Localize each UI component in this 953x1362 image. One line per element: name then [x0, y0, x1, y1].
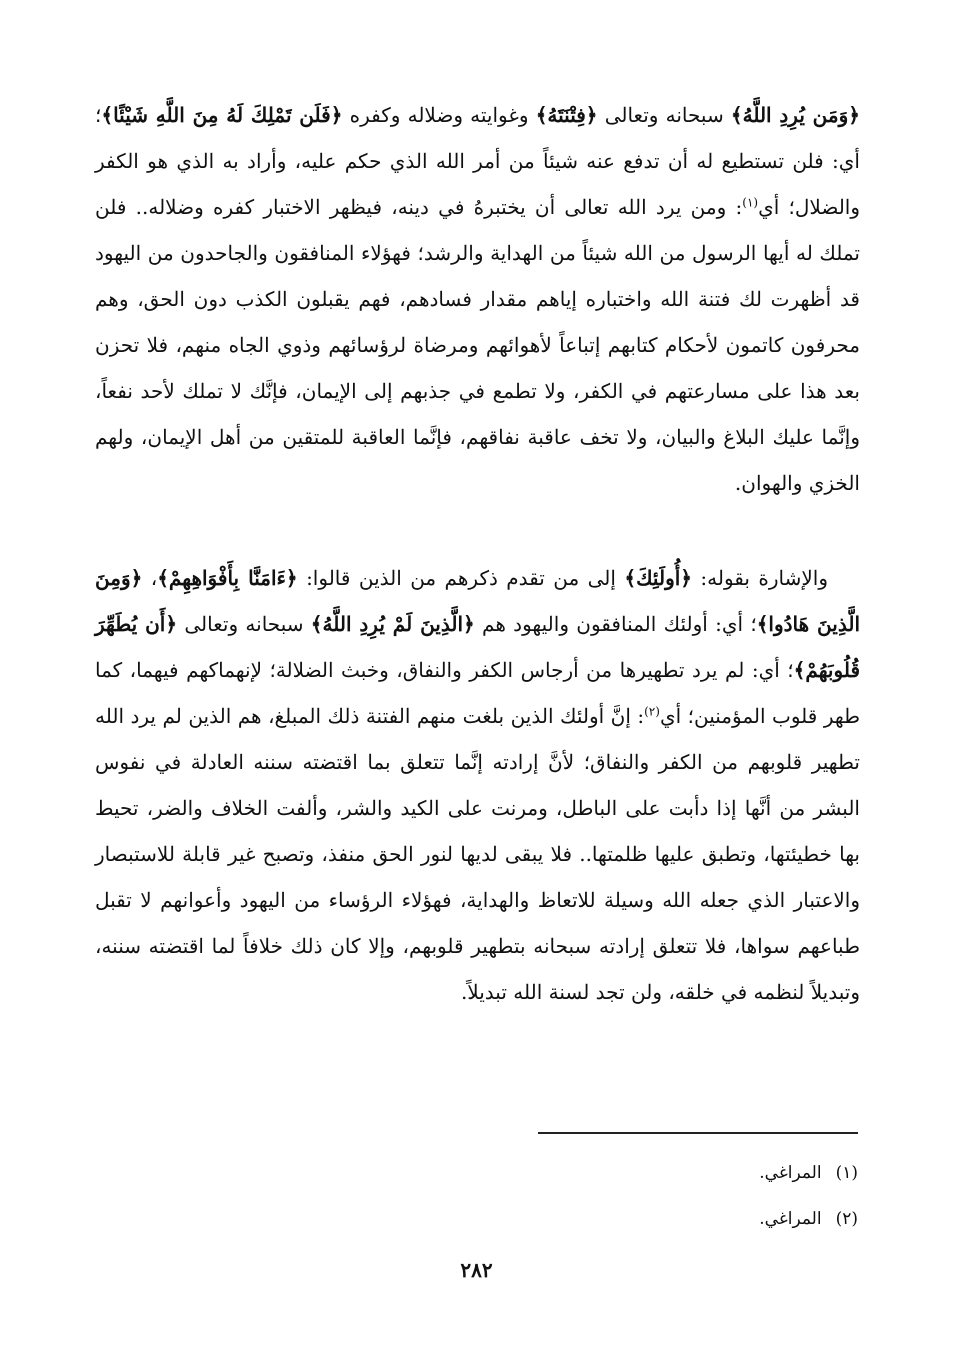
paragraph-2: [95, 555, 860, 1015]
quran-verse: ﴿ءَامَنَّا بِأَفْوَاهِهِمْ﴾: [157, 566, 298, 590]
footnote-2: [358, 1196, 858, 1242]
body-text: والإشارة بقوله:: [692, 566, 829, 590]
body-text: : إنَّ أولئك الذين بلغت منهم الفتنة ذلك المبلغ، هم الذين لم يرد الله تطهير قلوبهم من الكفر والنفاق؛ لأنَّ إرادته إنَّما تتعلق بما اقتضته سننه العادلة في نفوس البشر من أنَّها إذا دأبت على الباطل، ومرنت على الكيد والشر، وألفت الخلاف والضر، تحيط بها خطيئتها، وتطبق عليها ظلمتها.. فلا يبقى لديها لنور الحق منفذ، وتصبح غير قابلة للاستبصار والاعتبار الذي جعله الله وسيلة للاتعاظ والهداية، فهؤلاء الرؤساء من اليهود وأعوانهم لا تقبل طباعهم سواها، فلا تتعلق إرادته سبحانه بتطهير قلوبهم، وإلا كان ذلك خلافاً لما اقتضته سننه، وتبديلاً لنظمه في خلقه، ولن تجد لسنة الله تبديلاً.: [95, 704, 860, 1004]
quran-verse: ﴿الَّذِينَ لَمْ يُرِدِ اللَّهُ﴾: [310, 612, 475, 636]
footnotes: [358, 1150, 858, 1242]
footnote-separator: [538, 1132, 858, 1134]
quran-verse: ﴿وَمَن يُرِدِ اللَّهُ﴾: [730, 103, 861, 127]
page-number: ٢٨٢: [460, 1258, 493, 1282]
quran-verse: ﴿فِتْنَتَهُ﴾: [535, 103, 598, 127]
quran-verse: ﴿أُولَئِكَ﴾: [624, 566, 692, 590]
quran-verse: ﴿وَمِنَ الَّذِينَ هَادُوا﴾: [95, 566, 861, 636]
footnote-number: (١): [835, 1163, 858, 1183]
quran-verse: ﴿أَن يُطَهِّرَ قُلُوبَهُمْ﴾: [95, 612, 860, 682]
body-text: ،: [142, 566, 158, 590]
body-text: ؛ أي: لم يرد تطهيرها من أرجاس الكفر والنفاق، وخبث الضلالة؛ لإنهماكهم فيهما، كما طهر قلوب المؤمنين؛ أي: [95, 658, 860, 728]
paragraph-1: [95, 92, 860, 506]
quran-verse: ﴿فَلَن تَمْلِكَ لَهُ مِنَ اللَّهِ شَيْئًا﴾: [101, 103, 343, 127]
paragraph-gap: [95, 506, 860, 555]
body-text: إلى من تقدم ذكرهم من الذين قالوا:: [297, 566, 625, 590]
footnote-reference: (٢): [644, 704, 660, 719]
footnote-text: المراغي.: [759, 1209, 822, 1229]
footnote-text: المراغي.: [759, 1163, 822, 1183]
body-text: ؛ أي: أولئك المنافقون واليهود هم: [474, 612, 757, 636]
page-body: [95, 92, 860, 1015]
body-text: ؛ أي: فلن تستطيع له أن تدفع عنه شيئاً من أمر الله الذي حكم عليه، وأراد به الذي هو الكفر والضلال؛ أي: [95, 103, 860, 219]
body-text: سبحانه وتعالى: [177, 612, 311, 636]
footnote-reference: (١): [742, 195, 759, 210]
body-text: سبحانه وتعالى: [597, 103, 731, 127]
footnote-1: [358, 1150, 858, 1196]
body-text: : ومن يرد الله تعالى أن يختبرهُ في دينه، فيظهر الاختبار كفره وضلاله.. فلن تملك له أيها الرسول من الله شيئاً من الهداية والرشد؛ فهؤلاء المنافقون والجاحدون من اليهود قد أظهرت لك فتنة الله واختباره إياهم مقدار فسادهم، فهم يقبلون الكذب دون الحق، وهم محرفون كاتمون لأحكام كتابهم إتباعاً لأهوائهم ومرضاة لرؤسائهم وذوي الجاه منهم، فلا تحزن بعد هذا على مسارعتهم في الكفر، ولا تطمع في جذبهم إلى الإيمان، فإنَّك لا تملك لأحد نفعاً، وإنَّما عليك البلاغ والبيان، ولا تخف عاقبة نفاقهم، فإنَّما العاقبة للمتقين من أهل الإيمان، ولهم الخزي والهوان.: [95, 195, 860, 495]
body-text: وغوايته وضلاله وكفره: [342, 103, 536, 127]
footnote-number: (٢): [835, 1209, 858, 1229]
